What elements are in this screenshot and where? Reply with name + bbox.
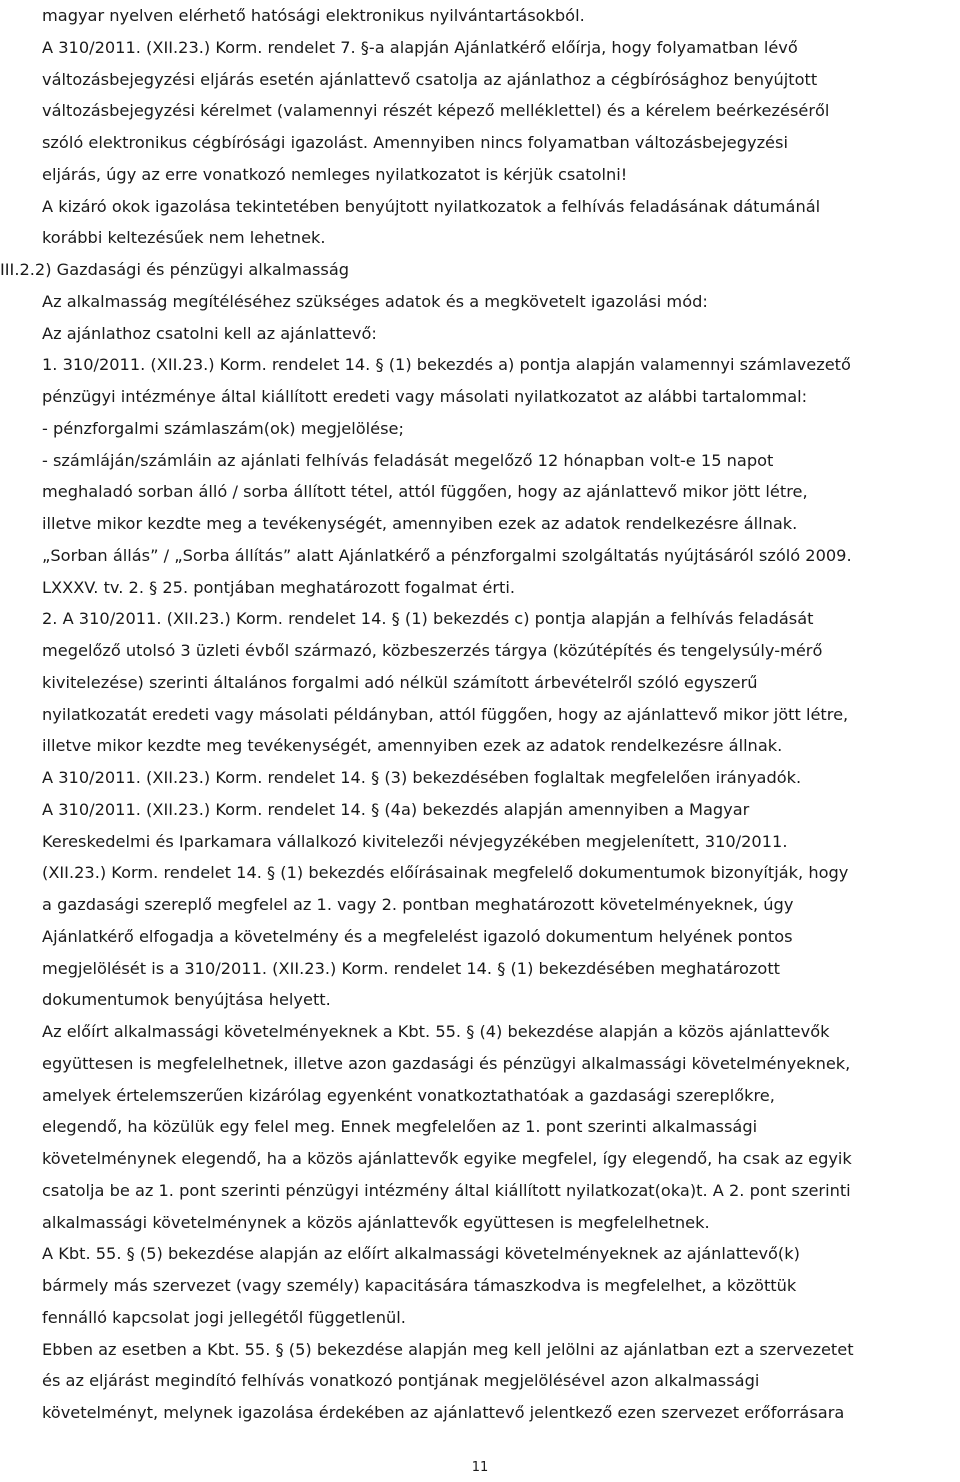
text-line: kivitelezése) szerinti általános forgalmi adó nélkül számított árbevételről szóló egyszerű	[42, 672, 758, 692]
text-line: A kizáró okok igazolása tekintetében benyújtott nyilatkozatok a felhívás feladásának dátumánál	[42, 196, 821, 216]
text-line: csatolja be az 1. pont szerinti pénzügyi intézmény által kiállított nyilatkozat(oka)t. A 2. pont szerinti	[42, 1180, 851, 1200]
text-line: Az előírt alkalmassági követelményeknek a Kbt. 55. § (4) bekezdése alapján a közös ajánlattevők	[42, 1022, 830, 1041]
text-line: illetve mikor kezdte meg tevékenységét, amennyiben ezek az adatok rendelkezésre állnak.	[42, 736, 783, 756]
text-line: elegendő, ha közülük egy felel meg. Ennek megfelelően az 1. pont szerinti alkalmassági	[42, 1117, 758, 1137]
section-heading: III.2.2) Gazdasági és pénzügyi alkalmasság	[0, 260, 350, 279]
text-line: A 310/2011. (XII.23.) Korm. rendelet 14. § (4a) bekezdés alapján amennyiben a Magyar	[42, 799, 750, 819]
text-line: nyilatkozatát eredeti vagy másolati példányban, attól függően, hogy az ajánlattevő mikor jött létre,	[42, 704, 849, 724]
text-line: Az ajánlathoz csatolni kell az ajánlattevő:	[42, 323, 377, 343]
text-line: együttesen is megfelelhetnek, illetve azon gazdasági és pénzügyi alkalmassági követelményeknek,	[42, 1053, 851, 1073]
text-line: 1. 310/2011. (XII.23.) Korm. rendelet 14. § (1) bekezdés a) pontja alapján valamennyi számlavezető	[42, 355, 851, 375]
text-line: (XII.23.) Korm. rendelet 14. § (1) bekezdés előírásainak megfelelő dokumentumok bizonyítják, hogy	[42, 863, 849, 883]
text-line: meghaladó sorban álló / sorba állított tétel, attól függően, hogy az ajánlattevő mikor jött létre,	[42, 482, 808, 502]
text-line: pénzügyi intézménye által kiállított eredeti vagy másolati nyilatkozatot az alábbi tartalommal:	[42, 387, 808, 406]
text-line: változásbejegyzési eljárás esetén ajánlattevő csatolja az ajánlathoz a cégbírósághoz benyújtott	[42, 69, 818, 89]
text-line: Kereskedelmi és Iparkamara vállalkozó kivitelezői névjegyzékében megjelenített, 310/2011.	[42, 831, 788, 851]
text-line: Ebben az esetben a Kbt. 55. § (5) bekezdése alapján meg kell jelölni az ajánlatban ezt a szervezetet	[42, 1339, 854, 1359]
text-line: A 310/2011. (XII.23.) Korm. rendelet 14. § (3) bekezdésében foglaltak megfelelően irányadók.	[42, 768, 802, 787]
text-line: eljárás, úgy az erre vonatkozó nemleges nyilatkozatot is kérjük csatolni!	[42, 164, 628, 184]
text-line: A Kbt. 55. § (5) bekezdése alapján az előírt alkalmassági követelményeknek az ajánlattevő(k)	[42, 1244, 800, 1264]
text-line: fennálló kapcsolat jogi jellegétől függetlenül.	[42, 1307, 406, 1327]
text-line: megjelölését is a 310/2011. (XII.23.) Korm. rendelet 14. § (1) bekezdésében meghatározott	[42, 958, 781, 978]
text-line: dokumentumok benyújtása helyett.	[42, 990, 331, 1010]
text-line: bármely más szervezet (vagy személy) kapacitására támaszkodva is megfelelhet, a közöttük	[42, 1276, 797, 1295]
text-line: változásbejegyzési kérelmet (valamennyi részét képező melléklettel) és a kérelem beérkezéséről	[42, 101, 830, 121]
page-number: 11	[471, 1460, 489, 1475]
text-line: alkalmassági követelménynek a közös ajánlattevők együttesen is megfelelhetnek.	[42, 1212, 710, 1232]
text-line: 2. A 310/2011. (XII.23.) Korm. rendelet 14. § (1) bekezdés c) pontja alapján a felhívás feladását	[42, 609, 814, 629]
text-line: A 310/2011. (XII.23.) Korm. rendelet 7. §-a alapján Ajánlatkérő előírja, hogy folyamatban lévő	[42, 37, 798, 57]
text-line: szóló elektronikus cégbírósági igazolást. Amennyiben nincs folyamatban változásbejegyzési	[42, 133, 788, 152]
text-line: LXXXV. tv. 2. § 25. pontjában meghatározott fogalmat érti.	[42, 577, 516, 597]
text-line: Ajánlatkérő elfogadja a követelmény és a megfelelést igazoló dokumentum helyének pontos	[42, 926, 793, 946]
text-line: amelyek értelemszerűen kizárólag egyenként vonatkoztathatóak a gazdasági szereplőkre,	[42, 1085, 775, 1105]
text-line: a gazdasági szereplő megfelel az 1. vagy 2. pontban meghatározott követelményeknek, úgy	[42, 895, 794, 914]
text-line: - számláján/számláin az ajánlati felhívás feladását megelőző 12 hónapban volt-e 15 napot	[42, 450, 774, 470]
text-line: és az eljárást megindító felhívás vonatkozó pontjának megjelölésével azon alkalmassági	[42, 1371, 760, 1391]
text-line: korábbi keltezésűek nem lehetnek.	[42, 228, 326, 248]
text-line: követelménynek elegendő, ha a közös ajánlattevők egyike megfelel, így elegendő, ha csak az egyik	[42, 1149, 852, 1168]
text-line: magyar nyelven elérhető hatósági elektronikus nyilvántartásokból.	[42, 6, 585, 25]
text-line: megelőző utolsó 3 üzleti évből származó, közbeszerzés tárgya (közútépítés és tengelysúly-mérő	[42, 641, 823, 660]
text-line: illetve mikor kezdte meg a tevékenységét, amennyiben ezek az adatok rendelkezésre állnak.	[42, 514, 798, 533]
text-line: „Sorban állás” / „Sorba állítás” alatt Ajánlatkérő a pénzforgalmi szolgáltatás nyújtásáról szóló 2009.	[42, 545, 852, 565]
text-line: követelményt, melynek igazolása érdekében az ajánlattevő jelentkező ezen szervezet erőforrásara	[42, 1403, 845, 1422]
text-line: Az alkalmasság megítéléséhez szükséges adatok és a megkövetelt igazolási mód:	[42, 291, 708, 311]
text-line: - pénzforgalmi számlaszám(ok) megjelölése;	[42, 418, 404, 438]
